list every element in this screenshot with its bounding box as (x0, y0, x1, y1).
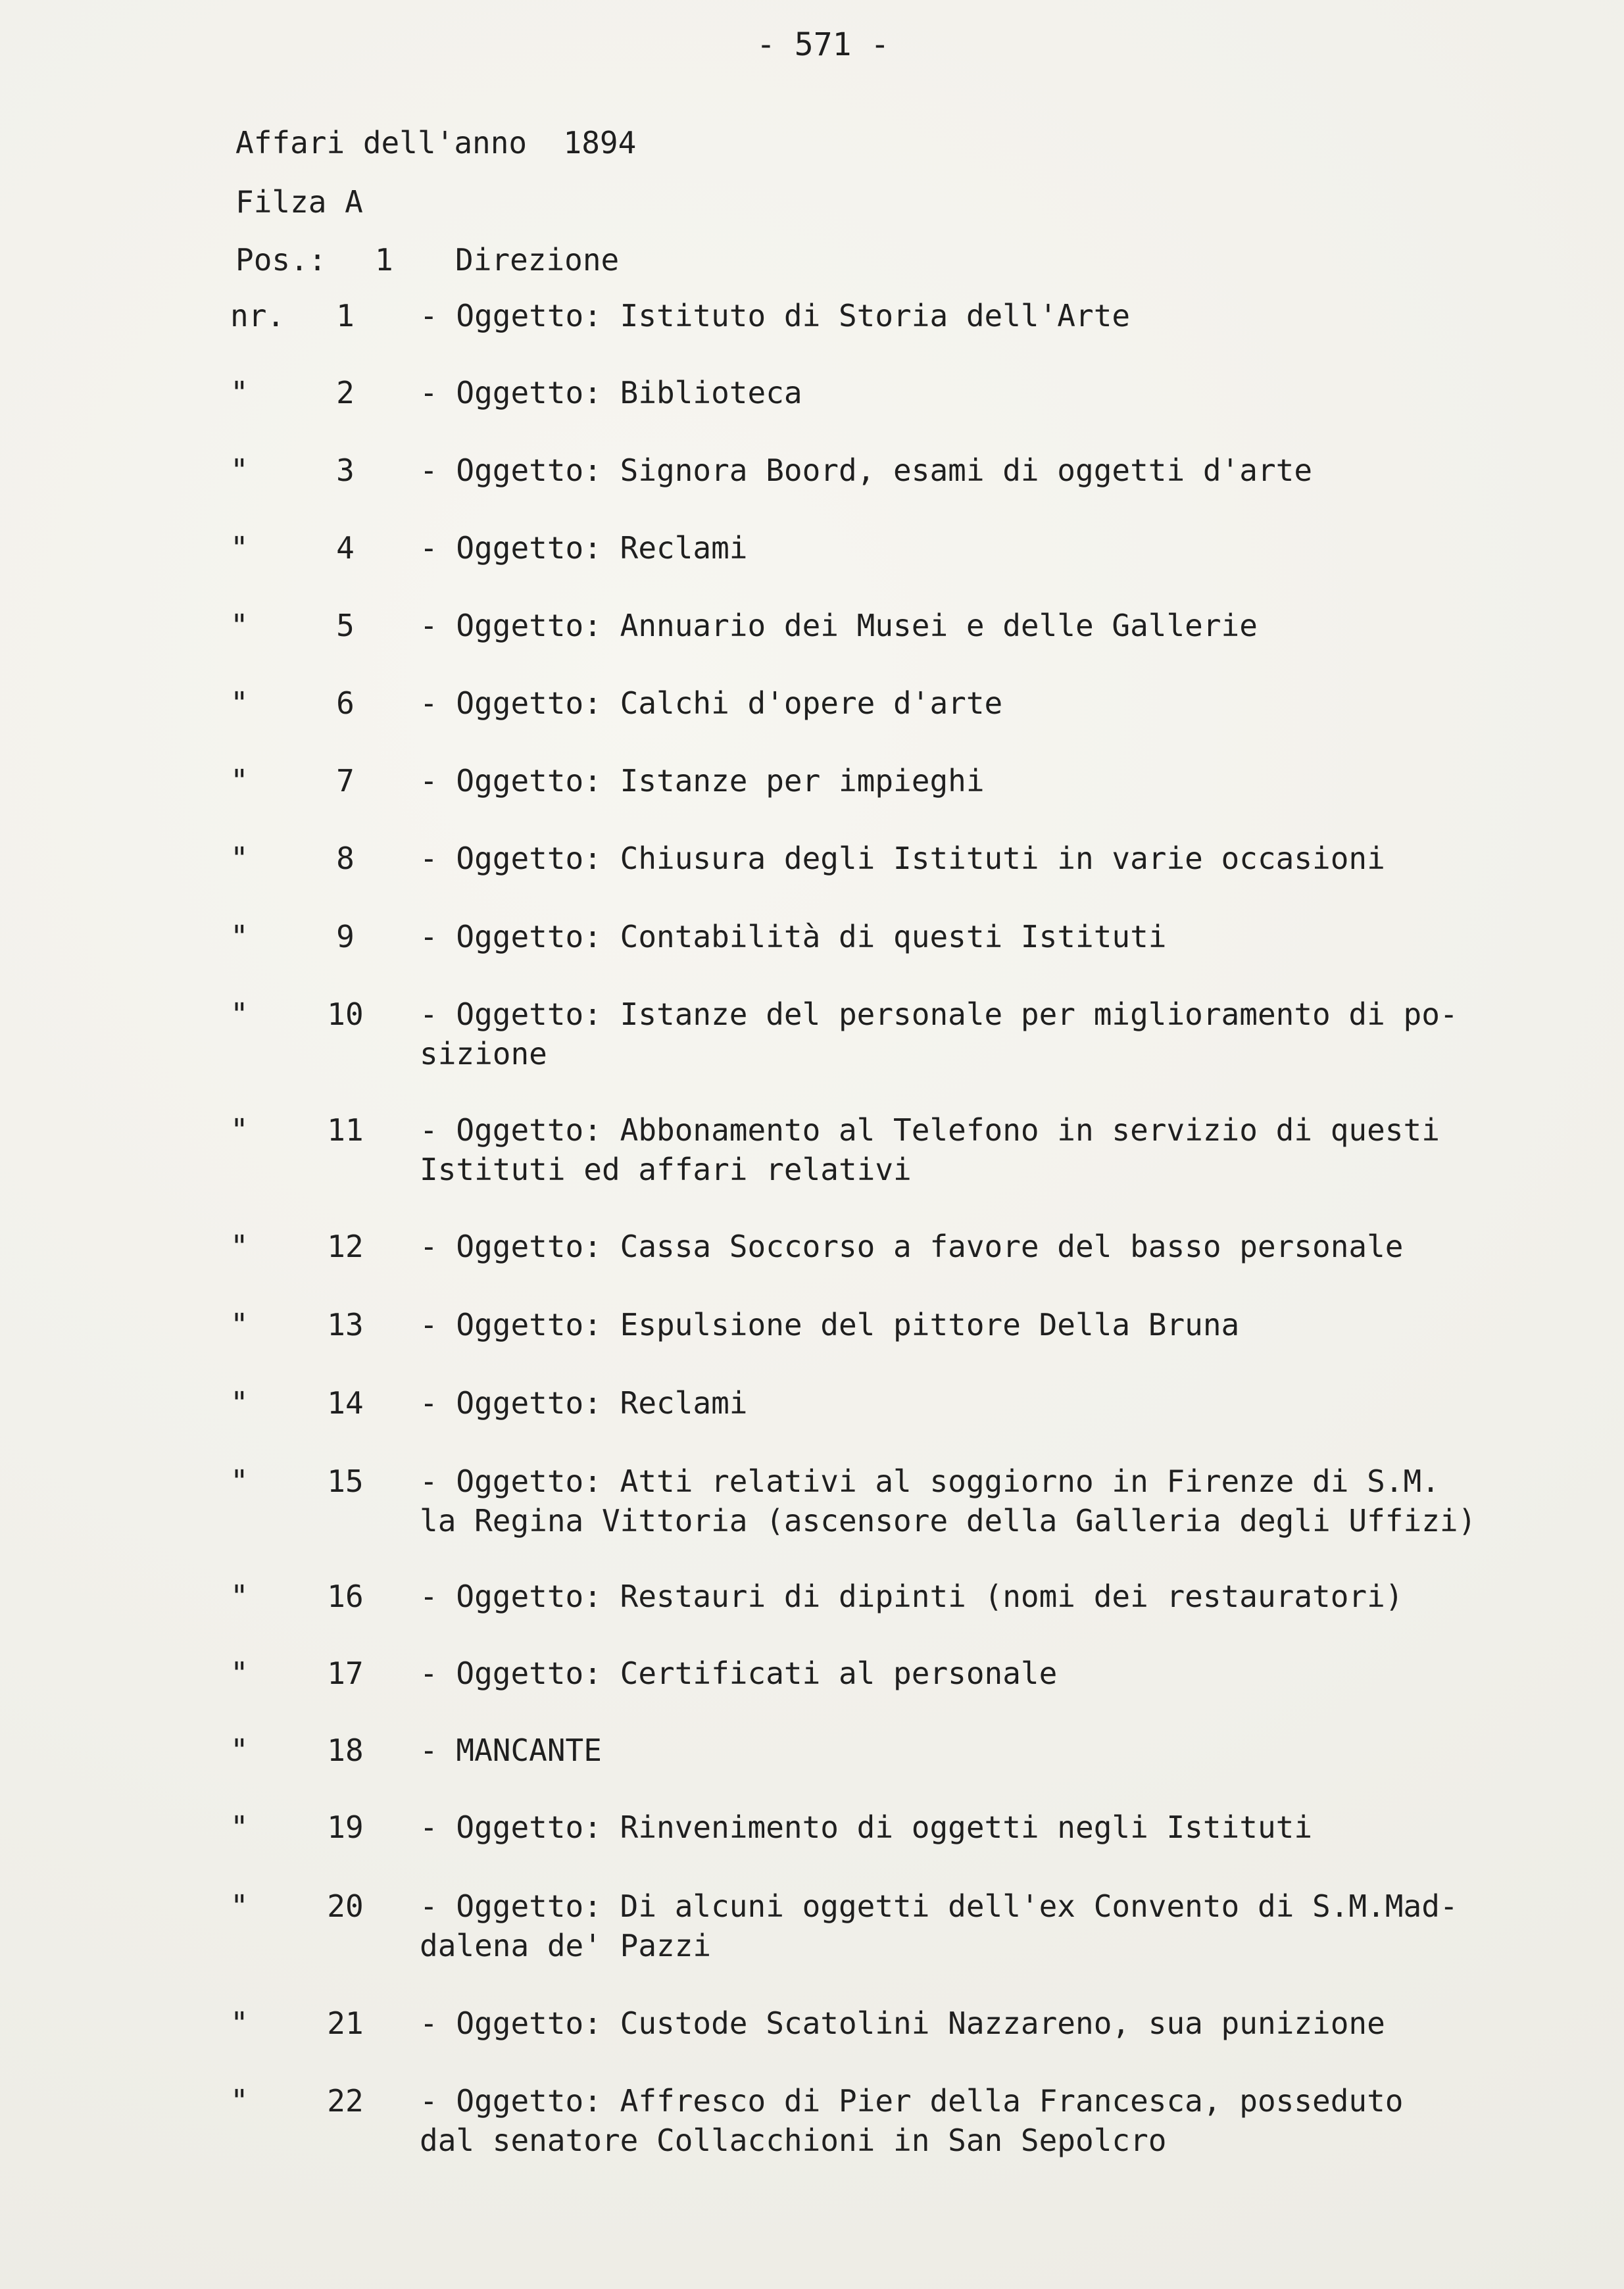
list-item (230, 995, 1579, 1073)
entry-text: - Oggetto: Cassa Soccorso a favore del basso personale (420, 1229, 1404, 1264)
page-number: - 571 - (756, 26, 890, 63)
entry-label: " (230, 375, 249, 410)
entry-text: - Oggetto: Biblioteca (420, 375, 802, 410)
list-item (230, 1577, 1579, 1616)
entry-number: 20 (327, 1888, 364, 1924)
entry-text: - Oggetto: Reclami (420, 530, 748, 566)
list-item (230, 761, 1579, 800)
list-item (230, 296, 1579, 335)
entry-number: 2 (336, 375, 355, 410)
entry-label: " (230, 1307, 249, 1342)
entry-number: 15 (327, 1464, 364, 1499)
header-affari: Affari dell'anno 1894 (235, 125, 637, 160)
list-item (230, 1227, 1579, 1266)
entry-label: " (230, 530, 249, 566)
entry-text: - Oggetto: Rinvenimento di oggetti negli Istituti (420, 1809, 1313, 1845)
entry-text: - Oggetto: Istituto di Storia dell'Arte (420, 298, 1131, 333)
header-pos-label: Pos.: (235, 242, 327, 278)
entry-number: 8 (336, 841, 355, 876)
entry-label: nr. (230, 298, 285, 333)
entry-label: " (230, 1733, 249, 1768)
entry-number: 6 (336, 685, 355, 721)
entry-number: 9 (336, 919, 355, 954)
entry-label: " (230, 685, 249, 721)
entry-number: 14 (327, 1385, 364, 1421)
entry-text: - Oggetto: Atti relativi al soggiorno in Firenze di S.M. la Regina Vittoria (ascensore della Galleria degli Uffizi) (420, 1464, 1477, 1538)
entry-label: " (230, 1579, 249, 1614)
entry-label: " (230, 1229, 249, 1264)
entry-label: " (230, 2083, 249, 2119)
entry-text: - Oggetto: Affresco di Pier della Francesca, posseduto dal senatore Collacchioni in San Sepolcro (420, 2083, 1404, 2158)
entry-number: 4 (336, 530, 355, 566)
list-item (230, 1462, 1579, 1540)
entry-text: - Oggetto: Reclami (420, 1385, 748, 1421)
list-item (230, 1110, 1579, 1189)
entry-label: " (230, 841, 249, 876)
list-item (230, 2081, 1579, 2160)
entry-label: " (230, 453, 249, 488)
header-filza: Filza A (235, 184, 363, 220)
entry-text: - Oggetto: Istanze per impieghi (420, 763, 985, 799)
entry-number: 1 (336, 298, 355, 333)
entry-text: - Oggetto: Istanze del personale per miglioramento di po- sizione (420, 997, 1458, 1071)
entry-number: 17 (327, 1656, 364, 1691)
entry-label: " (230, 1112, 249, 1148)
entry-text: - Oggetto: Restauri di dipinti (nomi dei restauratori) (420, 1579, 1404, 1614)
entry-text: - Oggetto: Contabilità di questi Istituti (420, 919, 1167, 954)
header-pos-title: Direzione (455, 242, 620, 278)
entry-text: - Oggetto: Annuario dei Musei e delle Gallerie (420, 608, 1258, 643)
entry-number: 16 (327, 1579, 364, 1614)
entry-label: " (230, 919, 249, 954)
entry-text: - Oggetto: Certificati al personale (420, 1656, 1058, 1691)
entry-label: " (230, 763, 249, 799)
entry-text: - Oggetto: Di alcuni oggetti dell'ex Convento di S.M.Mad- dalena de' Pazzi (420, 1888, 1458, 1963)
entry-text: - Oggetto: Abbonamento al Telefono in servizio di questi Istituti ed affari relativi (420, 1112, 1440, 1187)
list-item (230, 1305, 1579, 1344)
list-item (230, 528, 1579, 568)
entry-label: " (230, 1464, 249, 1499)
entry-label: " (230, 1385, 249, 1421)
list-item (230, 683, 1579, 723)
entry-number: 3 (336, 453, 355, 488)
entry-text: - Oggetto: Calchi d'opere d'arte (420, 685, 1003, 721)
entry-label: " (230, 997, 249, 1032)
entry-number: 5 (336, 608, 355, 643)
entry-number: 13 (327, 1307, 364, 1342)
entry-number: 21 (327, 2006, 364, 2041)
entry-number: 18 (327, 1733, 364, 1768)
entry-number: 11 (327, 1112, 364, 1148)
entry-number: 19 (327, 1809, 364, 1845)
list-item (230, 451, 1579, 490)
list-item (230, 1731, 1579, 1770)
entry-label: " (230, 608, 249, 643)
entry-text: - Oggetto: Signora Boord, esami di oggetti d'arte (420, 453, 1313, 488)
list-item (230, 1886, 1579, 1965)
entry-number: 12 (327, 1229, 364, 1264)
list-item (230, 373, 1579, 412)
entry-label: " (230, 1656, 249, 1691)
list-item (230, 1808, 1579, 1847)
entry-text: - MANCANTE (420, 1733, 602, 1768)
list-item (230, 1383, 1579, 1423)
list-item (230, 839, 1579, 878)
entry-text: - Oggetto: Espulsione del pittore Della Bruna (420, 1307, 1240, 1342)
list-item (230, 2004, 1579, 2043)
entry-text: - Oggetto: Custode Scatolini Nazzareno, sua punizione (420, 2006, 1385, 2041)
list-item (230, 606, 1579, 645)
entry-number: 7 (336, 763, 355, 799)
entry-number: 22 (327, 2083, 364, 2119)
entry-number: 10 (327, 997, 364, 1032)
entry-label: " (230, 1809, 249, 1845)
list-item (230, 1654, 1579, 1693)
entry-text: - Oggetto: Chiusura degli Istituti in varie occasioni (420, 841, 1385, 876)
entry-label: " (230, 1888, 249, 1924)
header-pos-number: 1 (375, 242, 393, 278)
list-item (230, 917, 1579, 956)
entry-label: " (230, 2006, 249, 2041)
